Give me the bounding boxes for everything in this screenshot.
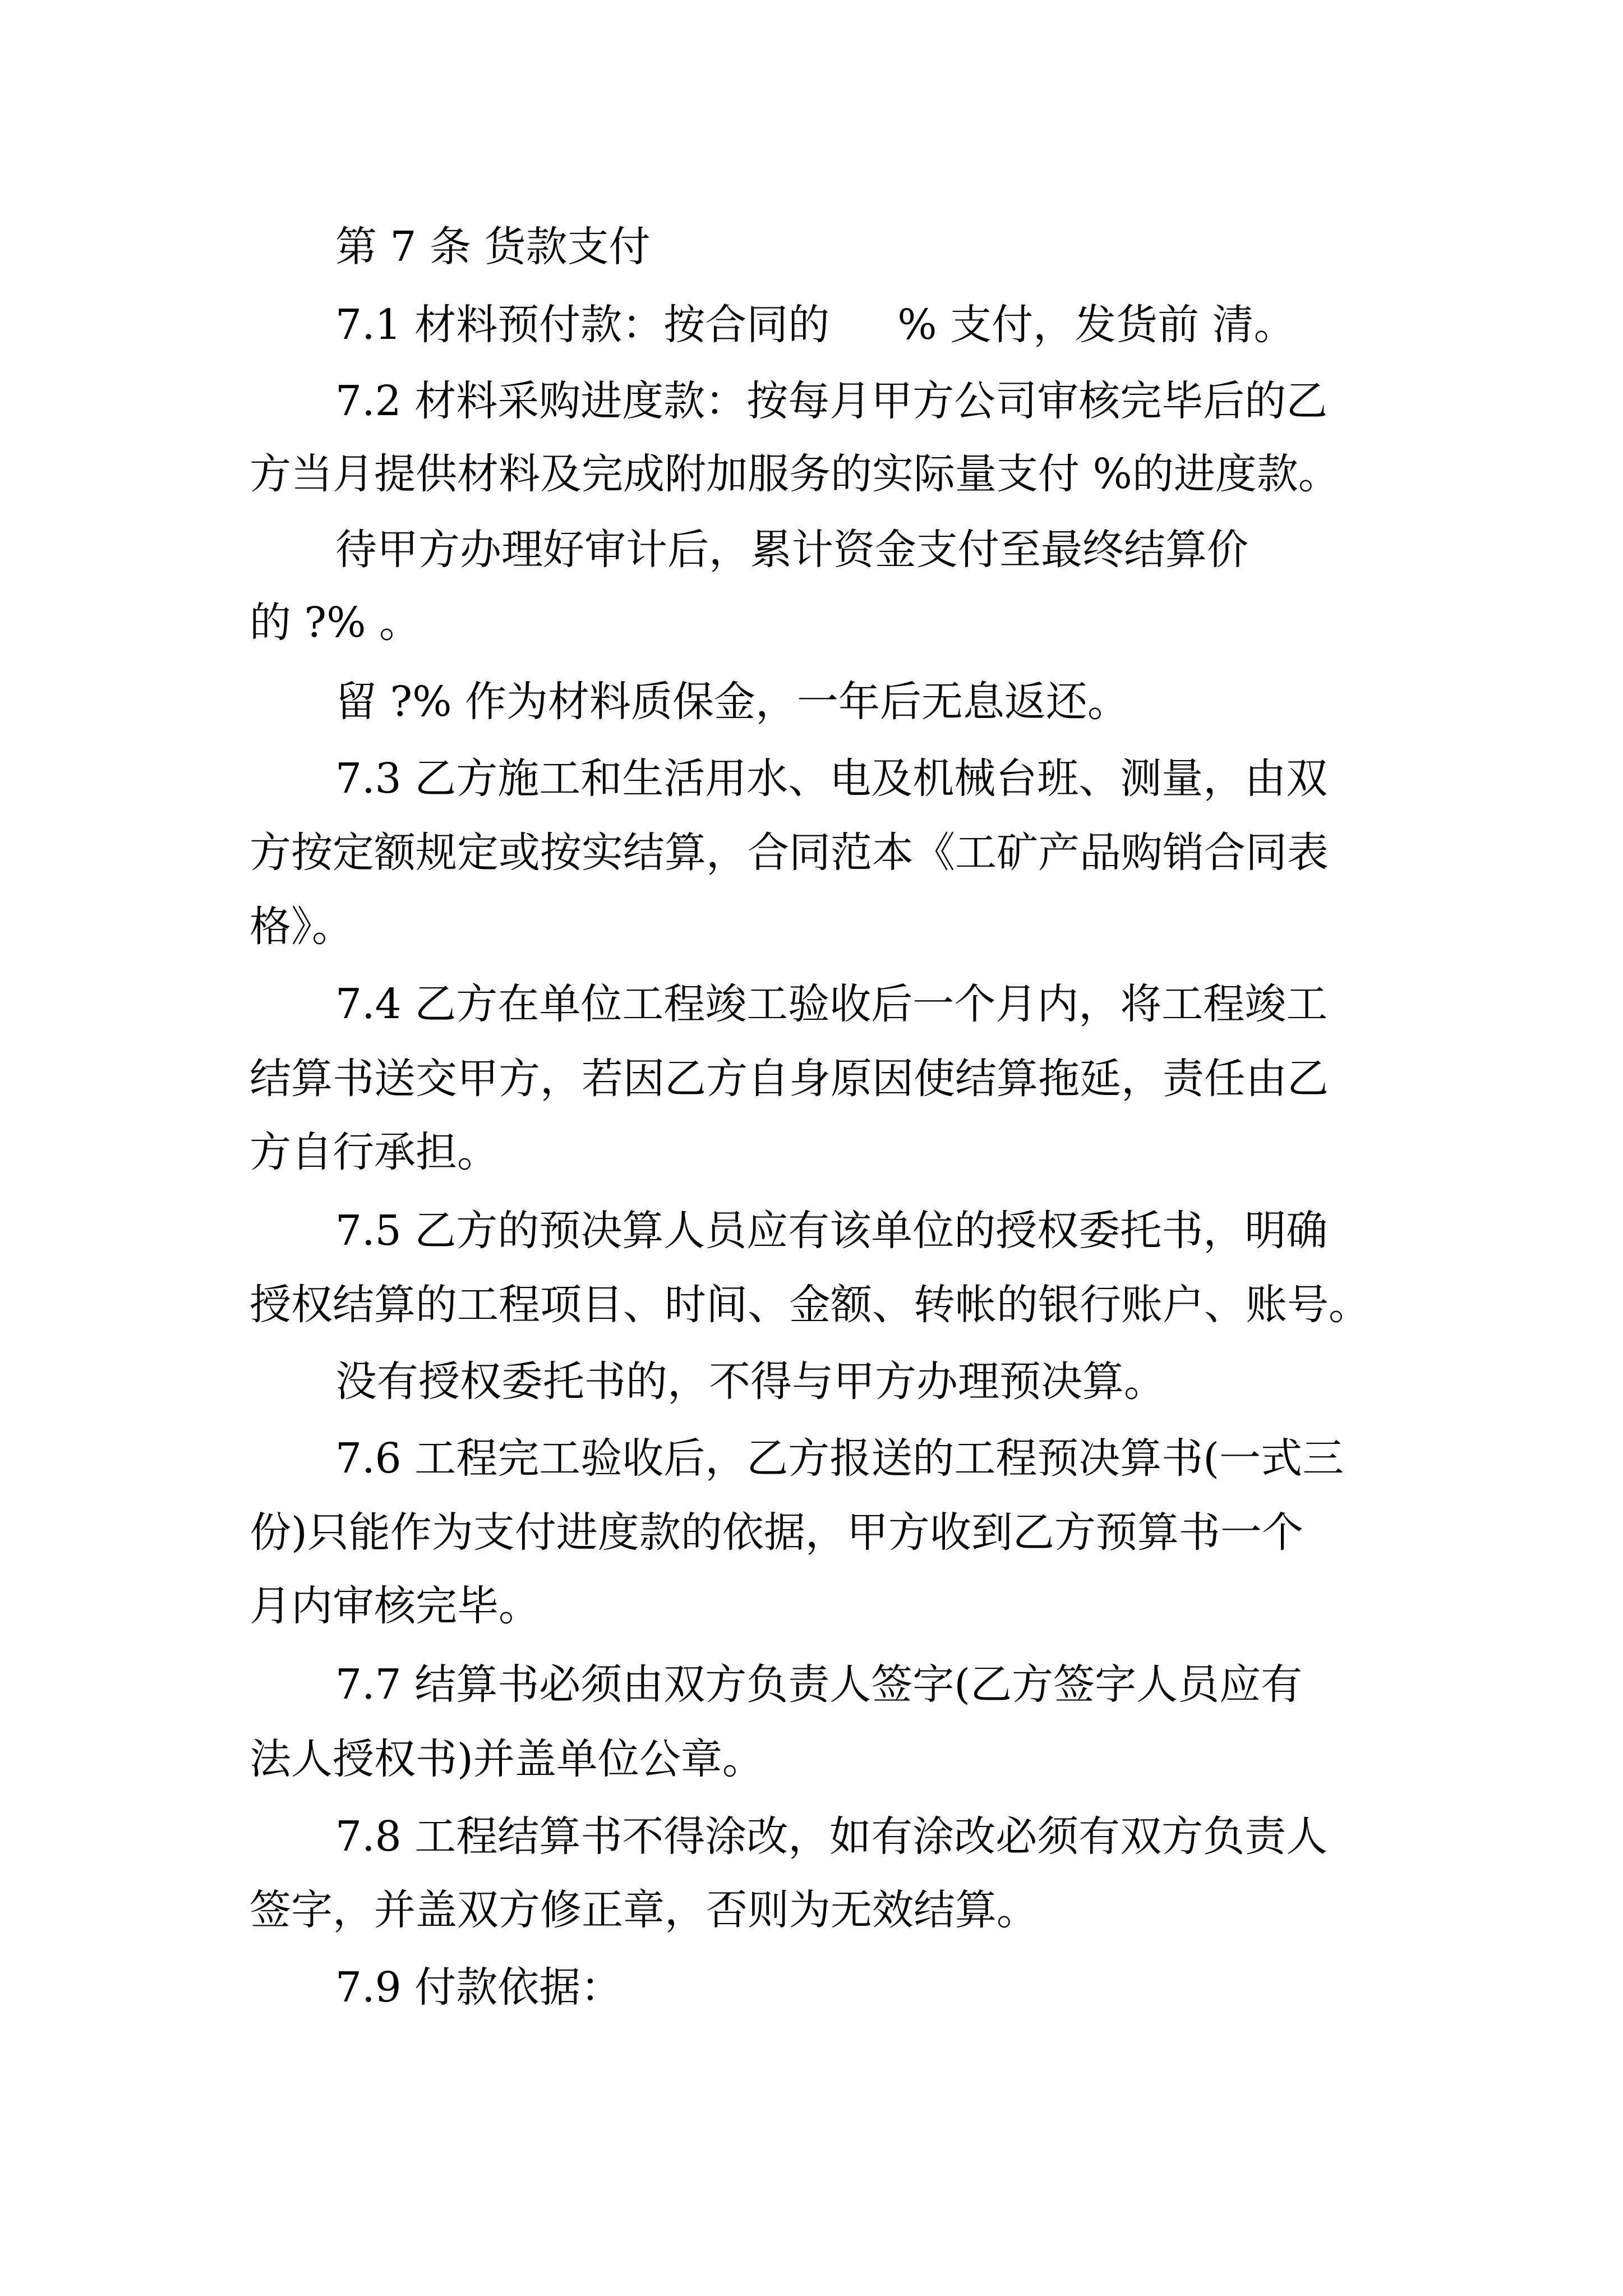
clause-7-2-line-1: 7.2 材料采购进度款：按每月甲方公司审核完毕后的乙 <box>335 377 1328 425</box>
clause-7-6-line-1: 7.6 工程完工验收后，乙方报送的工程预决算书(一式三 <box>335 1434 1344 1483</box>
section-heading: 第 7 条 货款支付 <box>335 223 651 271</box>
clause-7-8-line-1: 7.8 工程结算书不得涂改，如有涂改必须有双方负责人 <box>335 1812 1328 1861</box>
clause-7-4-line-3: 方自行承担。 <box>250 1128 499 1176</box>
clause-7-3-line-1: 7.3 乙方施工和生活用水、电及机械台班、测量，由双 <box>335 754 1328 803</box>
clause-7-4-line-2: 结算书送交甲方，若因乙方自身原因使结算拖延，责任由乙 <box>250 1055 1329 1103</box>
clause-7-3-line-2: 方按定额规定或按实结算，合同范本《工矿产品购销合同表 <box>250 829 1329 877</box>
clause-7-7-line-2: 法人授权书)并盖单位公章。 <box>250 1735 764 1783</box>
clause-7-5-line-2: 授权结算的工程项目、时间、金额、转帐的银行账户、账号。 <box>250 1281 1370 1329</box>
clause-7-1-line-1: 7.1 材料预付款：按合同的 % 支付，发货前 清。 <box>335 301 1295 349</box>
clause-7-2-b-line-2: 的 ?% 。 <box>250 599 421 647</box>
clause-7-4-line-1: 7.4 乙方在单位工程竣工验收后一个月内，将工程竣工 <box>335 980 1328 1028</box>
clause-7-7-line-1: 7.7 结算书必须由双方负责人签字(乙方签字人员应有 <box>335 1660 1303 1709</box>
clause-7-3-line-3: 格》。 <box>250 903 353 951</box>
clause-7-6-line-2: 份)只能作为支付进度款的依据，甲方收到乙方预算书一个 <box>250 1508 1303 1557</box>
clause-7-2-line-2: 方当月提供材料及完成附加服务的实际量支付 %的进度款。 <box>250 450 1340 498</box>
clause-7-5-line-1: 7.5 乙方的预决算人员应有该单位的授权委托书，明确 <box>335 1207 1328 1255</box>
clause-7-8-line-2: 签字，并盖双方修正章，否则为无效结算。 <box>250 1886 1038 1934</box>
clause-7-9-line-1: 7.9 付款依据： <box>335 1963 623 2012</box>
clause-7-2-c-line-1: 留 ?% 作为材料质保金，一年后无息返还。 <box>335 678 1129 726</box>
clause-7-5-b-line-1: 没有授权委托书的，不得与甲方办理预决算。 <box>335 1358 1165 1406</box>
clause-7-2-b-line-1: 待甲方办理好审计后，累计资金支付至最终结算价 <box>335 526 1248 574</box>
clause-7-6-line-3: 月内审核完毕。 <box>250 1582 540 1630</box>
